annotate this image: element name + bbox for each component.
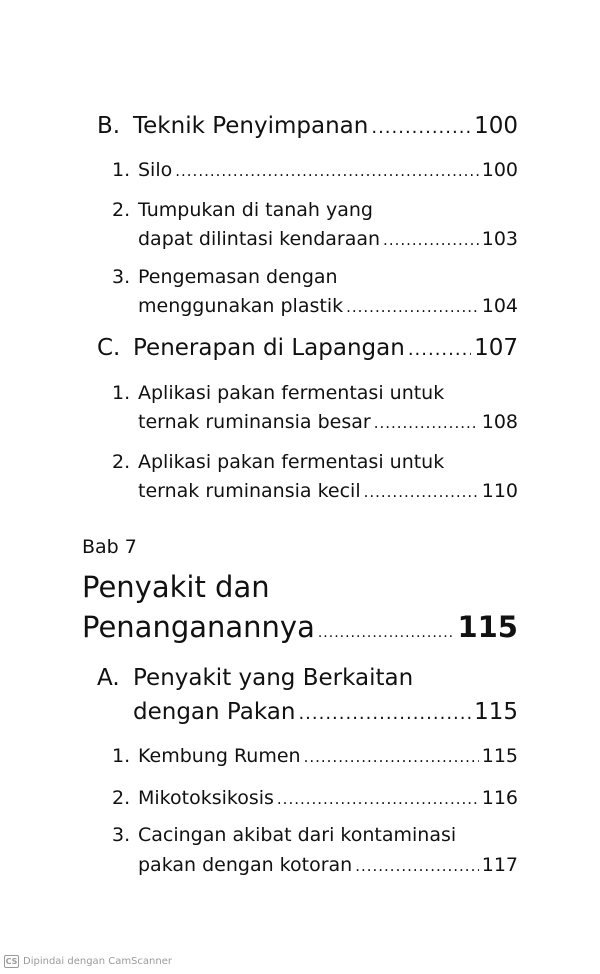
dot-leader — [318, 625, 455, 641]
item-title-line: Tumpukan di tanah yang — [138, 199, 373, 221]
chapter-label: Bab 7 — [82, 536, 137, 558]
toc-item-b1[interactable] — [112, 159, 518, 181]
toc-item-c2-line2[interactable] — [138, 480, 518, 502]
item-number: 1. — [112, 382, 131, 404]
item-title-line: Pengemasan dengan — [138, 266, 338, 288]
scanner-watermark — [4, 955, 172, 968]
page-number: 115 — [474, 699, 518, 725]
dot-leader — [175, 162, 478, 180]
toc-item-b2-line2[interactable] — [138, 228, 518, 250]
item-number: 3. — [112, 824, 131, 846]
item-number: 1. — [112, 745, 131, 767]
item-title-line: ternak ruminansia kecil — [138, 480, 361, 502]
page-number: 107 — [474, 335, 518, 361]
item-title-line: pakan dengan kotoran — [138, 854, 353, 876]
chapter-title-line: Penanganannya — [82, 610, 315, 644]
dot-leader — [304, 748, 479, 766]
dot-leader — [408, 339, 471, 360]
dot-leader — [346, 298, 479, 316]
section-label: C. — [97, 335, 121, 361]
toc-section-c[interactable] — [97, 335, 518, 361]
section-title: Penerapan di Lapangan — [133, 335, 405, 361]
page-number: 116 — [481, 787, 518, 809]
page-number: 100 — [474, 113, 518, 139]
item-number: 2. — [112, 199, 131, 221]
item-title: Kembung Rumen — [138, 745, 301, 767]
toc-item-a1[interactable] — [112, 745, 518, 767]
section-label: A. — [97, 665, 120, 691]
item-title-line: Aplikasi pakan fermentasi untuk — [138, 382, 445, 404]
item-title-line: menggunakan plastik — [138, 295, 344, 317]
section-label: B. — [97, 113, 121, 139]
dot-leader — [355, 857, 479, 875]
toc-item-b2-line1[interactable] — [112, 199, 373, 221]
dot-leader — [277, 790, 479, 808]
chapter-title-line2[interactable] — [82, 610, 518, 644]
toc-item-a3-line2[interactable] — [138, 854, 518, 876]
dot-leader — [374, 414, 479, 432]
toc-section-b[interactable] — [97, 113, 518, 139]
watermark-text: Dipindai dengan CamScanner — [23, 956, 172, 967]
item-title: Mikotoksikosis — [138, 787, 274, 809]
section-title-line: dengan Pakan — [133, 699, 296, 725]
chapter-title-line1[interactable]: Penyakit dan — [82, 570, 270, 604]
page-number: 110 — [481, 480, 518, 502]
dot-leader — [364, 483, 479, 501]
toc-item-b3-line2[interactable] — [138, 295, 518, 317]
toc-item-a2[interactable] — [112, 787, 518, 809]
toc-item-c1-line1[interactable] — [112, 382, 444, 404]
toc-section-a-line1[interactable] — [97, 665, 413, 691]
page-number: 115 — [457, 610, 518, 644]
page-number: 104 — [481, 295, 518, 317]
dot-leader — [383, 231, 479, 249]
item-number: 2. — [112, 451, 131, 473]
item-number: 2. — [112, 787, 131, 809]
item-number: 3. — [112, 266, 131, 288]
page-number: 117 — [481, 854, 518, 876]
toc-item-c2-line1[interactable] — [112, 451, 444, 473]
dot-leader — [298, 703, 471, 724]
toc-item-a3-line1[interactable] — [112, 824, 456, 846]
item-title-line: Aplikasi pakan fermentasi untuk — [138, 451, 445, 473]
section-title: Teknik Penyimpanan — [133, 113, 369, 139]
page-number: 108 — [481, 411, 518, 433]
page-number: 100 — [481, 159, 518, 181]
item-title-line: Cacingan akibat dari kontaminasi — [138, 824, 457, 846]
section-title-line: Penyakit yang Berkaitan — [133, 665, 414, 691]
toc-section-a-line2[interactable] — [133, 699, 518, 725]
toc-item-b3-line1[interactable] — [112, 266, 338, 288]
dot-leader — [371, 117, 471, 138]
item-title-line: ternak ruminansia besar — [138, 411, 371, 433]
item-number: 1. — [112, 159, 131, 181]
item-title: Silo — [138, 159, 173, 181]
item-title-line: dapat dilintasi kendaraan — [138, 228, 381, 250]
page-number: 103 — [481, 228, 518, 250]
page-number: 115 — [481, 745, 518, 767]
toc-item-c1-line2[interactable] — [138, 411, 518, 433]
camscanner-logo-icon: CS — [5, 957, 18, 966]
